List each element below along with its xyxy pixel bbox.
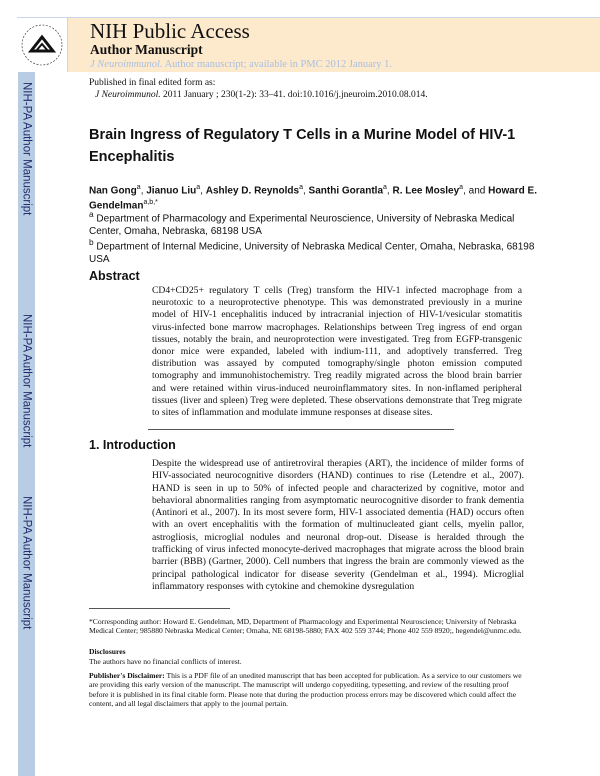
- author-separator: ,: [140, 185, 147, 197]
- footnote-divider: [89, 608, 230, 609]
- availability: [90, 58, 600, 71]
- nih-seal-icon: [17, 18, 68, 72]
- aff-text: Department of Internal Medicine, University of Nebraska Medical Center, Omaha, Nebraska, 68198 USA: [89, 241, 535, 265]
- disclaimer-text: This is a PDF file of an unedited manuscript that has been accepted for publication. As a service to our customers we are providing this early version of the manuscript. The manuscript will undergo copyediting, typesetting, and review of the resulting proof before it is published in its final citable form. Please note that during the production process errors may be discovered which could affect the content, and all legal disclaimers that apply to the journal pertain.: [89, 671, 522, 709]
- abstract-text: CD4+CD25+ regulatory T cells (Treg) transform the HIV-1 infected macrophage from a neurotoxic to a neuroprotective phenotype. This was demonstrated previously in a murine model of HIV-1 encephalitis induced by intracranial injection of HIV-1/vesicular stomatitis virus-infected bone marrow macrophages. Relationships between Treg ingress of end organ tissues, notably the brain, and neuroprotection were investigated. Treg from EGFP-transgenic donor mice were expanded, labeled with indium-111, and adoptively transferred. Treg distribution was assayed by computed tomography/single photon emission computed tomography and immunohistochemistry. Treg readily migrated across the blood brain barrier and were retained within virus-induced neuroinflammatory sites. In non-inflamed peripheral tissues (liver and spleen) Treg were depleted. These observations demonstrate that Treg migrate to sites of inflammation and modulate immune responses at disease sites.: [152, 285, 522, 419]
- header-band: [68, 18, 600, 72]
- affiliation-a: [89, 208, 549, 238]
- aff-mark: a: [89, 209, 94, 219]
- nih-logo: [17, 18, 68, 72]
- author-affil-mark: a: [299, 184, 303, 191]
- author-name: Santhi Gorantla: [308, 185, 383, 197]
- author-name: Ashley D. Reynolds: [205, 185, 300, 197]
- author-separator: ,: [200, 185, 206, 197]
- author-name: R. Lee Mosley: [392, 185, 460, 197]
- disclaimer-label: Publisher's Disclaimer:: [89, 671, 165, 680]
- author-separator: ,: [386, 185, 393, 197]
- aff-mark: b: [89, 237, 94, 247]
- published-journal: J Neuroimmunol.: [95, 90, 161, 100]
- author-name: Jianuo Liu: [146, 185, 197, 197]
- publisher-disclaimer: [89, 671, 529, 709]
- abstract-divider: [148, 429, 454, 430]
- author-affil-mark: a: [383, 184, 387, 191]
- corresponding-author: *Corresponding author: Howard E. Gendelman, MD, Department of Pharmacology and Experimental Neuroscience; University of Nebraska Medical Center; 985880 Nebraska Medical Center; Omaha, NE 68198-5880; FAX 402 559 3744; Phone 402 559 8920;, hegendel@unmc.edu.: [89, 617, 522, 636]
- author-affil-mark: a: [136, 184, 141, 191]
- published-label: Published in final edited form as:: [89, 78, 216, 88]
- published-info: [89, 77, 428, 101]
- sidebar-label: NIH-PA Author Manuscript: [20, 496, 33, 630]
- author-separator: , and: [463, 185, 489, 197]
- availability-journal: J Neuroimmunol.: [90, 59, 163, 70]
- header-title: NIH Public Access: [90, 19, 250, 43]
- affiliation-b: [89, 236, 549, 266]
- abstract-heading: Abstract: [89, 269, 140, 283]
- header-subtitle: Author Manuscript: [90, 42, 203, 57]
- author-affil-mark: a: [196, 184, 201, 191]
- nih-header: [17, 17, 600, 72]
- author-affil-mark: a,b,*: [143, 199, 158, 207]
- author-affil-mark: a: [459, 184, 464, 191]
- author-name: Nan Gong: [89, 185, 137, 197]
- intro-text: Despite the widespread use of antiretroviral therapies (ART), the incidence of milder forms of HIV-associated neurocognitive disorders (HAND) continues to rise (Letendre et al., 2007). HAND is seen in up to 50% of infected people and characterized by cognitive, motor and behavioral abnormalities ranging from asymptomatic neurocognitive disorder to frank dementia (Antinori et al., 2007). In its most severe form, HIV-1 associated dementia (HAD) occurs often with an overt encephalitis with the formation of multinucleated giant cells, myelin pallor, astrogliosis, microglial nodules and neuronal drop-out. Disease is heralded through the trafficking of virus infected monocyte-derived macrophages that migrate across the blood brain barrier (BBB) (Gartner, 2000). Cell numbers that ingress the brain are commonly viewed as the principal pathological indicator for disease severity (Gendelman et al., 1994). Microglial inflammatory responses with cytokine and chemokine dysregulation: [152, 458, 524, 592]
- aff-text: Department of Pharmacology and Experimental Neuroscience, University of Nebraska Medical Center, Omaha, Nebraska, 68198 USA: [89, 213, 515, 237]
- published-citation[interactable]: 2011 January ; 230(1-2): 33–41. doi:10.1016/j.jneuroim.2010.08.014.: [160, 90, 428, 100]
- disclosures-text: The authors have no financial conflicts of interest.: [89, 657, 242, 666]
- author-name: Howard E. Gendelman: [89, 185, 538, 212]
- sidebar-label: NIH-PA Author Manuscript: [20, 82, 33, 216]
- sidebar-label: NIH-PA Author Manuscript: [20, 314, 33, 448]
- availability-text: Author manuscript; available in PMC 2012 January 1.: [162, 59, 393, 70]
- article-title: Brain Ingress of Regulatory T Cells in a Murine Model of HIV-1 Encephalitis: [89, 127, 516, 165]
- intro-heading: 1. Introduction: [89, 438, 176, 452]
- disclosures-heading: Disclosures: [89, 647, 126, 656]
- author-separator: ,: [302, 185, 309, 197]
